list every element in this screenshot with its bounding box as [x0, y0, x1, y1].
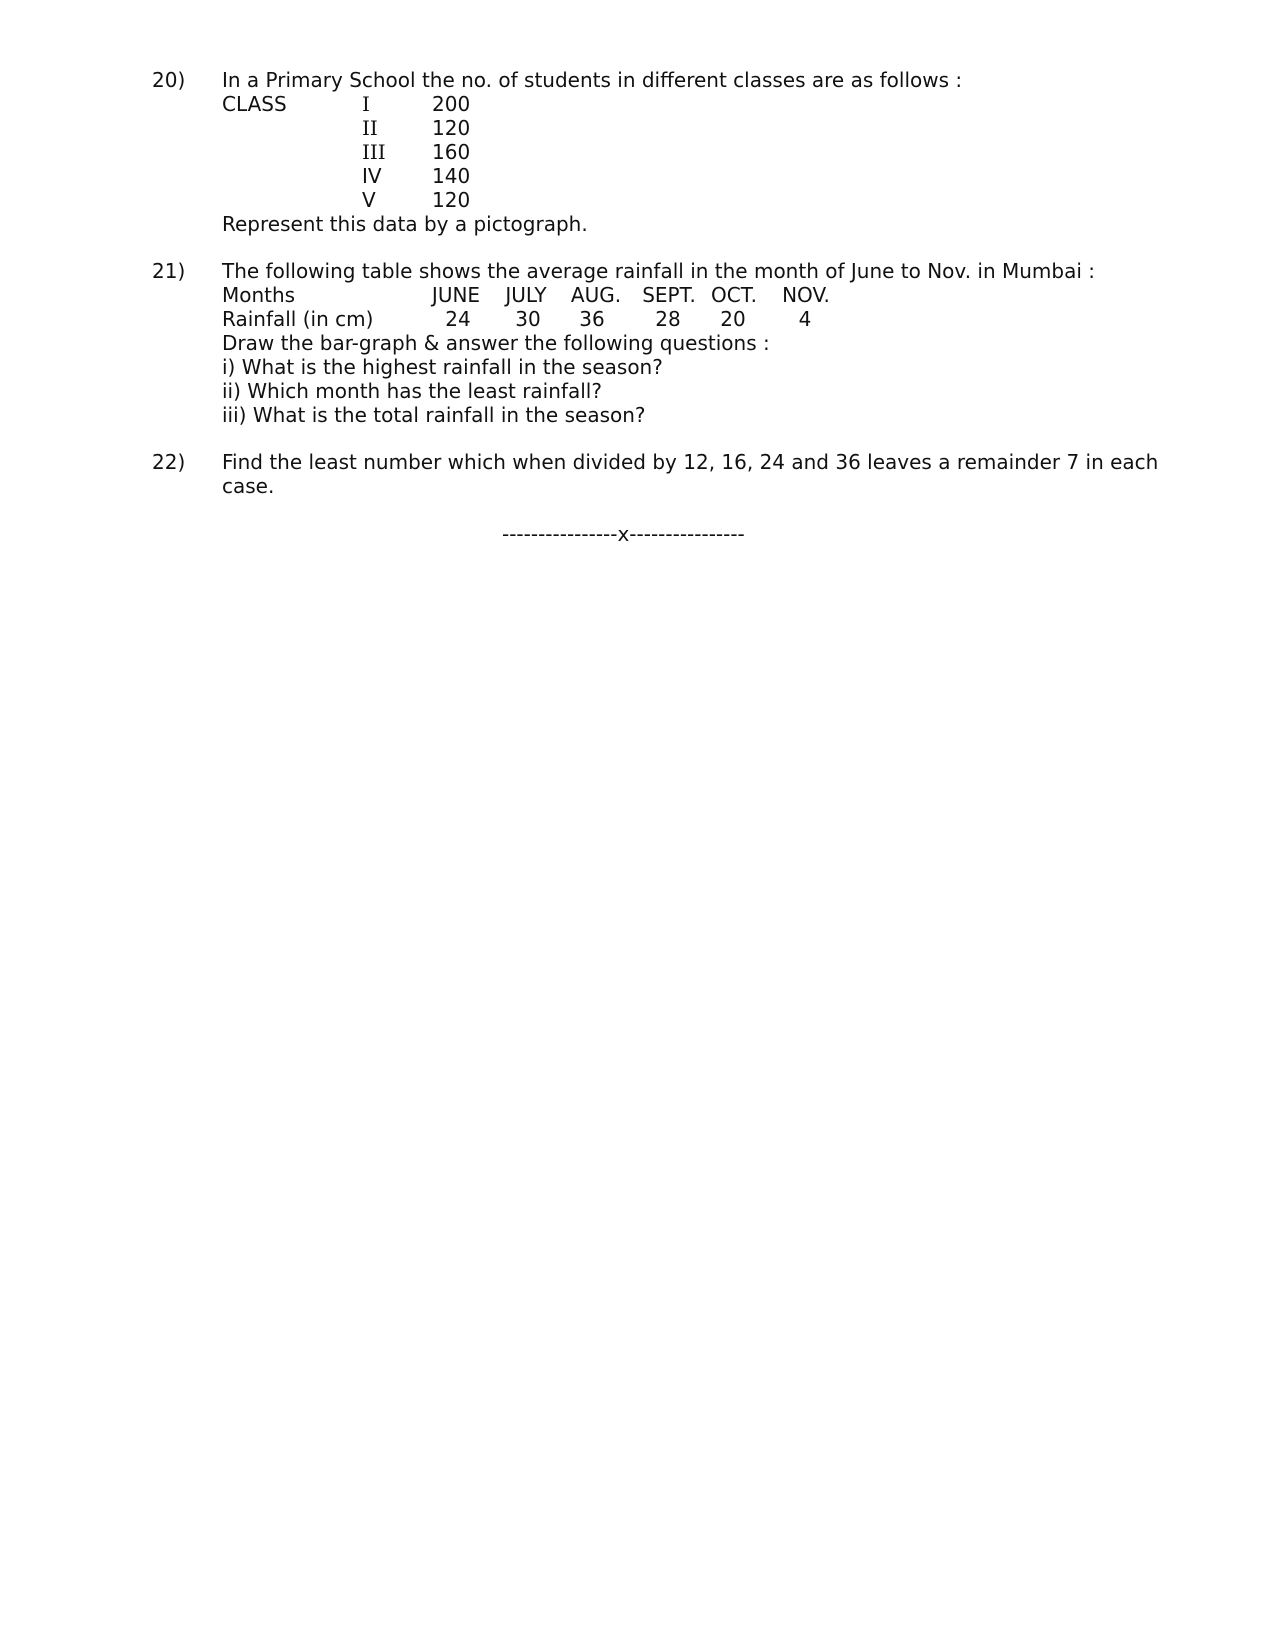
class-count: 200 — [432, 92, 471, 116]
question-text: The following table shows the average rainfall in the month of June to Nov. in Mumbai : — [222, 259, 1096, 283]
rainfall-value: 20 — [720, 307, 746, 331]
rainfall-value: 4 — [798, 307, 812, 331]
month-header: AUG. — [570, 283, 622, 307]
class-name: III — [362, 140, 386, 164]
sub-question: i) What is the highest rainfall in the season? — [222, 355, 663, 379]
end-separator: ----------------x---------------- — [502, 522, 745, 546]
class-name: IV — [362, 164, 382, 188]
class-count: 160 — [432, 140, 471, 164]
month-header: NOV. — [782, 283, 830, 307]
month-header: JUNE — [431, 283, 481, 307]
months-label: Months — [222, 283, 296, 307]
class-count: 120 — [432, 116, 471, 140]
month-header: JULY — [505, 283, 547, 307]
instruction-text: Represent this data by a pictograph. — [222, 212, 588, 236]
class-label: CLASS — [222, 92, 287, 116]
sub-question: ii) Which month has the least rainfall? — [222, 379, 602, 403]
question-number: 21) — [152, 259, 186, 283]
rainfall-label: Rainfall (in cm) — [222, 307, 374, 331]
instruction-text: Draw the bar-graph & answer the following questions : — [222, 331, 770, 355]
question-text: In a Primary School the no. of students in different classes are as follows : — [222, 68, 963, 92]
sub-question: iii) What is the total rainfall in the season? — [222, 403, 646, 427]
class-count: 120 — [432, 188, 471, 212]
question-text: Find the least number which when divided by 12, 16, 24 and 36 leaves a remainder 7 in each — [222, 450, 1159, 474]
month-header: SEPT. — [642, 283, 696, 307]
rainfall-value: 24 — [445, 307, 471, 331]
rainfall-value: 36 — [579, 307, 605, 331]
question-text: case. — [222, 474, 275, 498]
month-header: OCT. — [711, 283, 757, 307]
class-name: II — [362, 116, 378, 140]
class-name: V — [362, 188, 376, 212]
question-number: 22) — [152, 450, 186, 474]
class-count: 140 — [432, 164, 471, 188]
rainfall-value: 28 — [655, 307, 681, 331]
question-number: 20) — [152, 68, 186, 92]
class-name: I — [362, 92, 370, 116]
rainfall-value: 30 — [515, 307, 541, 331]
